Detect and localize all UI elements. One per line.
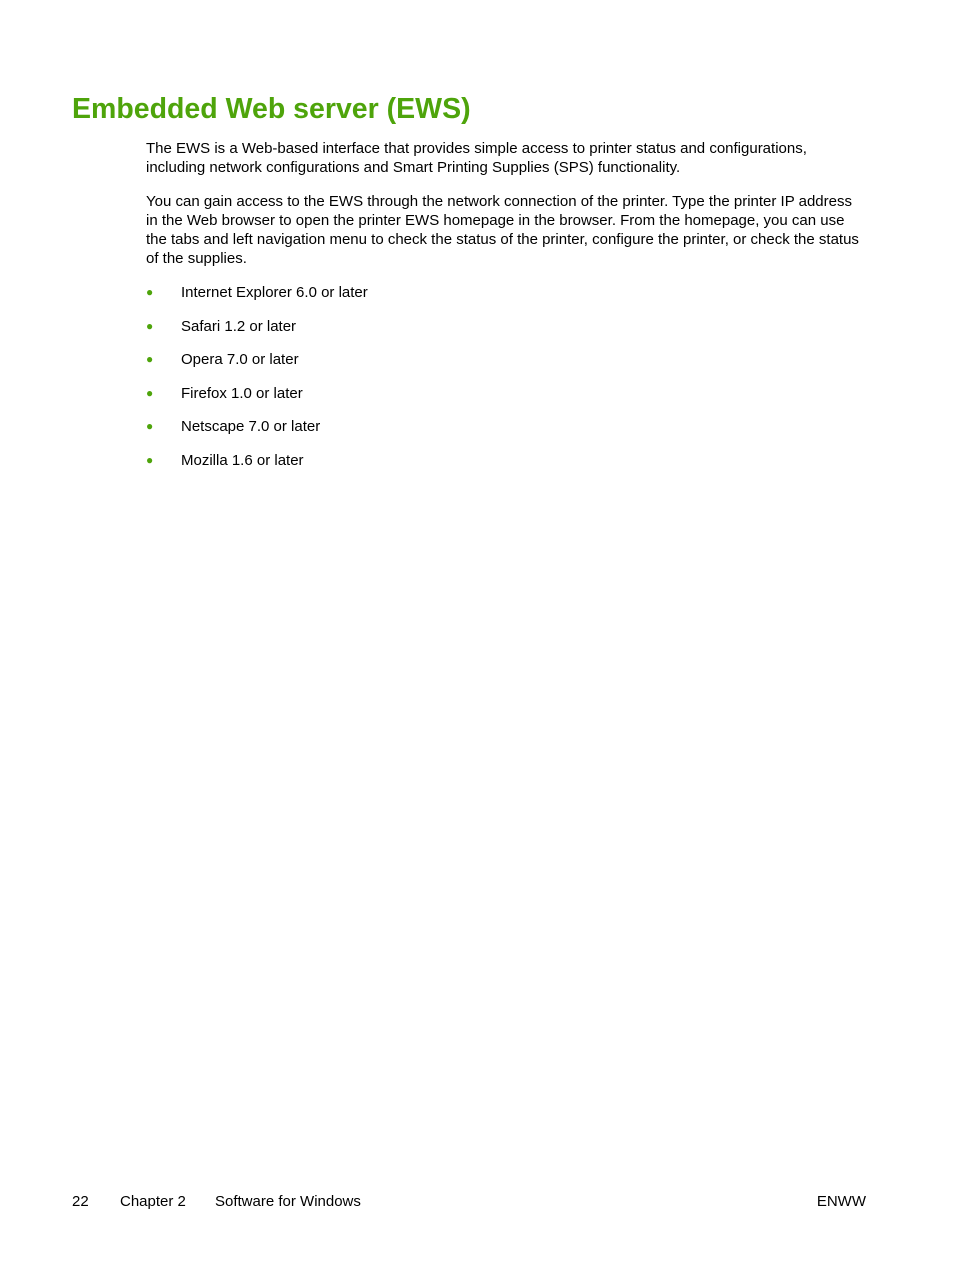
- intro-paragraph: The EWS is a Web-based interface that provides simple access to printer status and configurations, including network configurations and Smart Printing Supplies (SPS) functionality.: [146, 140, 807, 176]
- bullet-icon: ●: [146, 352, 154, 367]
- bullet-icon: ●: [146, 452, 154, 467]
- footer-locale-code: ENWW: [816, 1193, 866, 1210]
- bullet-icon: ●: [146, 385, 154, 400]
- page-footer: [72, 1192, 866, 1211]
- bullet-icon: ●: [146, 419, 154, 434]
- list-item-label: Internet Explorer 6.0 or later: [181, 284, 368, 301]
- bullet-icon: ●: [146, 285, 154, 299]
- list-item-label: Safari 1.2 or later: [181, 317, 297, 335]
- list-item-label: Mozilla 1.6 or later: [181, 451, 304, 469]
- list-item-label: Netscape 7.0 or later: [181, 418, 321, 436]
- page-number: 22: [72, 1193, 89, 1210]
- access-paragraph: You can gain access to the EWS through the network connection of the printer. Type the printer IP address in the Web browser to open the printer EWS homepage in the browser. From the homepage, you can use the tabs and left navigation menu to check the status of the printer, configure the printer, or check the status of the supplies.: [146, 193, 859, 267]
- list-item-label: Opera 7.0 or later: [181, 351, 299, 369]
- section-heading: Embedded Web server (EWS): [72, 93, 471, 125]
- list-item-label: Firefox 1.0 or later: [181, 384, 303, 402]
- footer-chapter-title: Software for Windows: [215, 1193, 361, 1210]
- footer-chapter: Chapter 2: [120, 1193, 186, 1210]
- bullet-icon: ●: [146, 318, 154, 333]
